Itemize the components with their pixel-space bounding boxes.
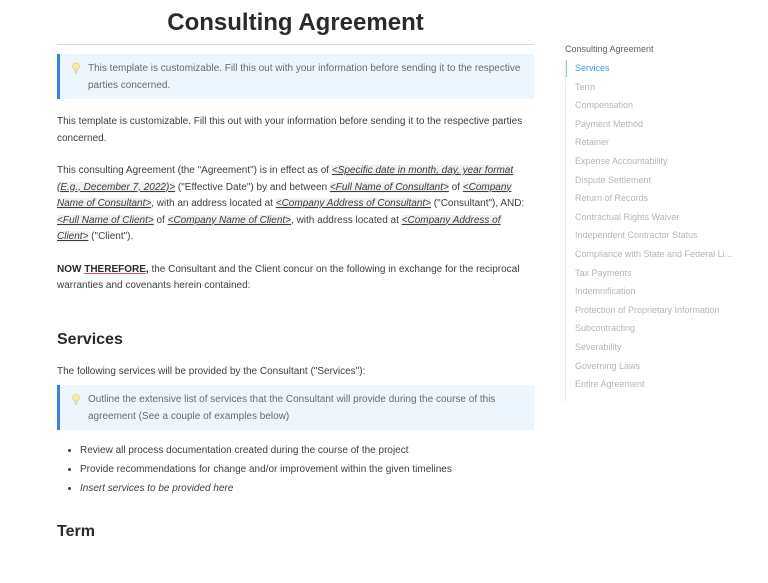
table-of-contents (565, 43, 755, 402)
section-heading-term: Term (57, 523, 95, 540)
toc-item-dispute-settlement[interactable]: Dispute Settlement (575, 174, 652, 185)
placeholder-effective-date[interactable]: <Specific date in month, day, year format (E.g., December 7, 2022)> (57, 165, 514, 193)
agreement-text: , with an address located at (151, 198, 276, 209)
placeholder-client-name[interactable]: <Full Name of Client> (57, 214, 154, 226)
callout-template-note (57, 54, 534, 99)
now-therefore-bold: NOW (57, 263, 85, 275)
intro-paragraph: This template is customizable. Fill this out with your information before sending it to the respective parties concerned. (57, 116, 523, 144)
toc-item-indemnification[interactable]: Indemnification (575, 286, 636, 297)
callout-text: Outline the extensive list of services that the Consultant will provide during the course of this agreement (See a couple of examples below) (88, 394, 496, 422)
agreement-text: ("Client"). (88, 231, 134, 242)
agreement-text: ("Consultant"), AND: (431, 198, 525, 209)
toc-item-payment-method[interactable]: Payment Method (575, 118, 644, 129)
spellcheck-word: THEREFORE (84, 263, 146, 275)
placeholder-client-address[interactable]: <Company Address of Client> (57, 214, 501, 242)
toc-item-entire-agreement[interactable]: Entire Agreement (575, 379, 645, 390)
toc-item-contractual-rights-waiver[interactable]: Contractual Rights Waiver (575, 211, 680, 222)
now-therefore-paragraph (57, 262, 534, 295)
toc-item-compensation[interactable]: Compensation (575, 100, 634, 111)
page-title: Consulting Agreement (167, 9, 424, 36)
toc-item-services[interactable]: Services (566, 59, 746, 78)
toc-item-return-of-records[interactable]: Return of Records (575, 193, 649, 204)
placeholder-client-company[interactable]: <Company Name of Client> (167, 214, 292, 226)
agreement-text: , with address located at (291, 214, 402, 226)
toc-item-severability[interactable]: Severability (575, 341, 622, 352)
services-list (57, 441, 534, 498)
toc-title[interactable]: Consulting Agreement (565, 44, 654, 54)
lightbulb-icon (71, 62, 81, 76)
list-item-placeholder[interactable]: Insert services to be provided here (67, 479, 534, 498)
document-body (57, 0, 534, 542)
callout-services-note (57, 385, 534, 430)
toc-list (565, 59, 755, 402)
list-item: Provide recommendations for change and/or improvement within the given timelines (67, 460, 534, 479)
agreement-text: ("Effective Date") by and between (175, 181, 330, 193)
toc-item-governing-laws[interactable]: Governing Laws (575, 360, 641, 371)
placeholder-consultant-address[interactable]: <Company Address of Consultant> (275, 198, 432, 209)
title-divider (57, 44, 534, 45)
toc-item-compliance[interactable]: Compliance with State and Federal Li... (575, 248, 733, 259)
toc-item-retainer[interactable]: Retainer (575, 137, 610, 148)
list-item: Review all process documentation created during the course of the project (67, 441, 534, 460)
agreement-paragraph (57, 163, 534, 246)
placeholder-consultant-name[interactable]: <Full Name of Consultant> (329, 181, 449, 193)
toc-item-independent-contractor-status[interactable]: Independent Contractor Status (575, 230, 698, 241)
toc-item-tax-payments[interactable]: Tax Payments (575, 267, 632, 278)
agreement-text: This consulting Agreement (the "Agreement") is in effect as of (57, 165, 332, 176)
agreement-text: of (153, 214, 168, 226)
toc-item-subcontracting[interactable]: Subcontracting (575, 323, 636, 334)
toc-item-term[interactable]: Term (575, 81, 595, 92)
callout-text: This template is customizable. Fill this out with your information before sending it to the respective parties concerned. (88, 63, 521, 91)
now-therefore-text: the Consultant and the Client concur on the following in exchange for the reciprocal warranties and covenants herein contained: (57, 263, 520, 291)
placeholder-consultant-company[interactable]: <Company Name of Consultant> (57, 181, 512, 209)
services-intro: The following services will be provided by the Consultant ("Services"): (57, 365, 366, 377)
now-therefore-comma: , (145, 263, 149, 275)
toc-item-expense-accountability[interactable]: Expense Accountability (575, 155, 668, 166)
agreement-text: of (448, 181, 463, 193)
lightbulb-icon (71, 393, 81, 407)
section-heading-services: Services (57, 330, 123, 348)
toc-item-protection-proprietary-info[interactable]: Protection of Proprietary Information (575, 304, 720, 315)
